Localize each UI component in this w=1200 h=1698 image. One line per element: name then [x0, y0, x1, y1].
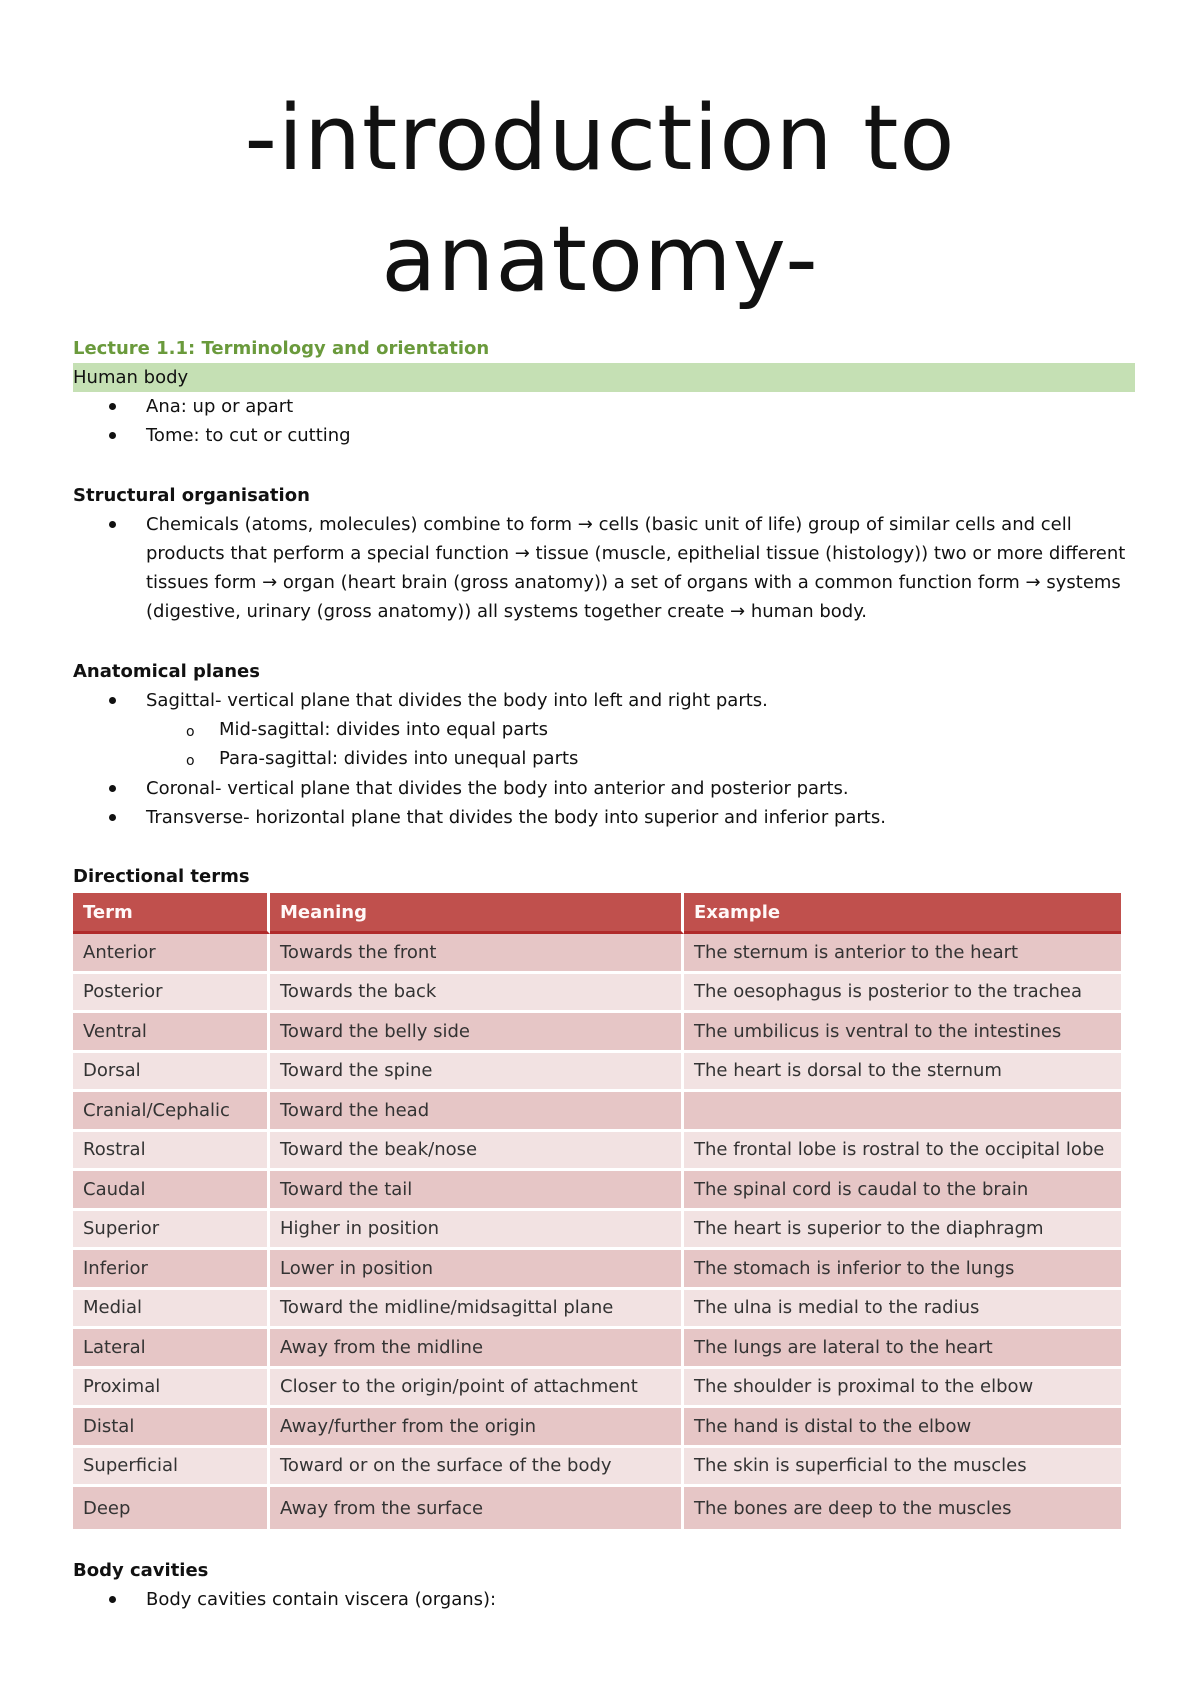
cell-meaning: Away/further from the origin [270, 1408, 684, 1448]
table-row [73, 1053, 1121, 1093]
cell-meaning: Away from the midline [270, 1329, 684, 1369]
cell-term: Distal [73, 1408, 270, 1448]
bullet-icon [109, 1596, 116, 1603]
cell-term: Inferior [73, 1250, 270, 1290]
cell-meaning: Closer to the origin/point of attachment [270, 1369, 684, 1409]
list-item-text: Ana: up or apart [146, 396, 294, 417]
cell-example: The sternum is anterior to the heart [684, 934, 1121, 974]
cell-term: Medial [73, 1290, 270, 1330]
cell-meaning: Toward the belly side [270, 1013, 684, 1053]
cell-term: Anterior [73, 934, 270, 974]
cell-meaning: Towards the back [270, 974, 684, 1014]
title-line-1: -introduction to [244, 86, 956, 191]
cell-example [684, 1092, 1121, 1132]
list-item [73, 1585, 1135, 1614]
table-row [73, 1171, 1121, 1211]
cell-term: Caudal [73, 1171, 270, 1211]
table-row [73, 1448, 1121, 1488]
cell-meaning: Toward the spine [270, 1053, 684, 1093]
bullet-icon [109, 814, 116, 821]
table-row [73, 934, 1121, 974]
sub-list-item-text: Mid-sagittal: divides into equal parts [219, 719, 549, 741]
cell-example: The ulna is medial to the radius [684, 1290, 1121, 1330]
planes-sublist [73, 715, 1135, 774]
list-item [73, 392, 1135, 421]
list-item-text: Sagittal- vertical plane that divides the body into left and right parts. [146, 689, 768, 711]
lecture-heading: Lecture 1.1: Terminology and orientation [73, 338, 490, 359]
cell-meaning: Away from the surface [270, 1487, 684, 1532]
cell-term: Superficial [73, 1448, 270, 1488]
cell-meaning: Toward the midline/midsagittal plane [270, 1290, 684, 1330]
list-item [73, 510, 1135, 627]
document-body [73, 334, 1135, 1615]
table-body [73, 934, 1121, 1532]
sub-bullet-icon: o [186, 753, 195, 770]
cavities-list [73, 1585, 1135, 1614]
cell-example: The bones are deep to the muscles [684, 1487, 1121, 1532]
column-header-term: Term [73, 893, 270, 934]
table-row [73, 974, 1121, 1014]
cell-example: The spinal cord is caudal to the brain [684, 1171, 1121, 1211]
list-item [73, 803, 1135, 832]
sub-list-item-text: Para-sagittal: divides into unequal parts [219, 748, 579, 770]
cell-example: The shoulder is proximal to the elbow [684, 1369, 1121, 1409]
cell-example: The heart is dorsal to the sternum [684, 1053, 1121, 1093]
cell-term: Cranial/Cephalic [73, 1092, 270, 1132]
cell-term: Deep [73, 1487, 270, 1532]
list-item-text: Transverse- horizontal plane that divides the body into superior and inferior parts. [146, 806, 886, 828]
cell-example: The hand is distal to the elbow [684, 1408, 1121, 1448]
bullet-icon [109, 521, 116, 528]
list-item-text: Coronal- vertical plane that divides the body into anterior and posterior parts. [146, 777, 849, 799]
cell-example: The umbilicus is ventral to the intestines [684, 1013, 1121, 1053]
cell-term: Rostral [73, 1132, 270, 1172]
list-item-text: Tome: to cut or cutting [146, 425, 351, 447]
table-row [73, 1329, 1121, 1369]
sub-bullet-icon: o [186, 724, 195, 741]
cell-meaning: Higher in position [270, 1211, 684, 1251]
cell-example: The skin is superficial to the muscles [684, 1448, 1121, 1488]
lecture-list [73, 392, 1135, 451]
structural-heading: Structural organisation [73, 484, 310, 506]
cell-term: Superior [73, 1211, 270, 1251]
cell-term: Lateral [73, 1329, 270, 1369]
document-title [0, 78, 1200, 320]
table-row [73, 1132, 1121, 1172]
list-item-text: Chemicals (atoms, molecules) combine to form → cells (basic unit of life) group of similar cells and cell products that perform a special function → tissue (muscle, epithelial tissue (histology)) two or more different tissues form → organ (heart brain (gross anatomy)) a set of organs with a common function form → systems (digestive, urinary (gross anatomy)) all systems together create → human body. [146, 513, 1126, 623]
cell-meaning: Toward the head [270, 1092, 684, 1132]
highlight-bar: Human body [73, 363, 1135, 392]
cell-meaning: Toward the tail [270, 1171, 684, 1211]
cell-meaning: Lower in position [270, 1250, 684, 1290]
table-row [73, 1369, 1121, 1409]
cell-example: The lungs are lateral to the heart [684, 1329, 1121, 1369]
cell-meaning: Toward or on the surface of the body [270, 1448, 684, 1488]
bullet-icon [109, 697, 116, 704]
table-row [73, 1250, 1121, 1290]
cell-term: Posterior [73, 974, 270, 1014]
directional-heading: Directional terms [73, 866, 250, 888]
bullet-icon [109, 403, 116, 410]
cavities-heading: Body cavities [73, 1560, 209, 1582]
table-row [73, 1211, 1121, 1251]
planes-list-continued [73, 774, 1135, 833]
cell-term: Proximal [73, 1369, 270, 1409]
title-line-2: anatomy- [381, 207, 819, 312]
sub-list-item [73, 744, 1135, 773]
directional-terms-table [73, 893, 1121, 1532]
list-item [73, 421, 1135, 450]
list-item [73, 774, 1135, 803]
table-row [73, 1092, 1121, 1132]
planes-list [73, 686, 1135, 715]
table-header-row [73, 893, 1121, 934]
table-row [73, 1487, 1121, 1532]
cell-example: The heart is superior to the diaphragm [684, 1211, 1121, 1251]
column-header-example: Example [684, 893, 1121, 934]
table-row [73, 1408, 1121, 1448]
list-item [73, 686, 1135, 715]
cell-term: Ventral [73, 1013, 270, 1053]
cell-example: The frontal lobe is rostral to the occipital lobe [684, 1132, 1121, 1172]
cell-example: The oesophagus is posterior to the trachea [684, 974, 1121, 1014]
cell-term: Dorsal [73, 1053, 270, 1093]
column-header-meaning: Meaning [270, 893, 684, 934]
table-row [73, 1013, 1121, 1053]
sub-list-item [73, 715, 1135, 744]
cell-meaning: Towards the front [270, 934, 684, 974]
table-row [73, 1290, 1121, 1330]
cell-example: The stomach is inferior to the lungs [684, 1250, 1121, 1290]
planes-heading: Anatomical planes [73, 660, 260, 682]
structural-list [73, 510, 1135, 627]
list-item-text: Body cavities contain viscera (organs): [146, 1589, 497, 1611]
bullet-icon [109, 785, 116, 792]
cell-meaning: Toward the beak/nose [270, 1132, 684, 1172]
bullet-icon [109, 432, 116, 439]
